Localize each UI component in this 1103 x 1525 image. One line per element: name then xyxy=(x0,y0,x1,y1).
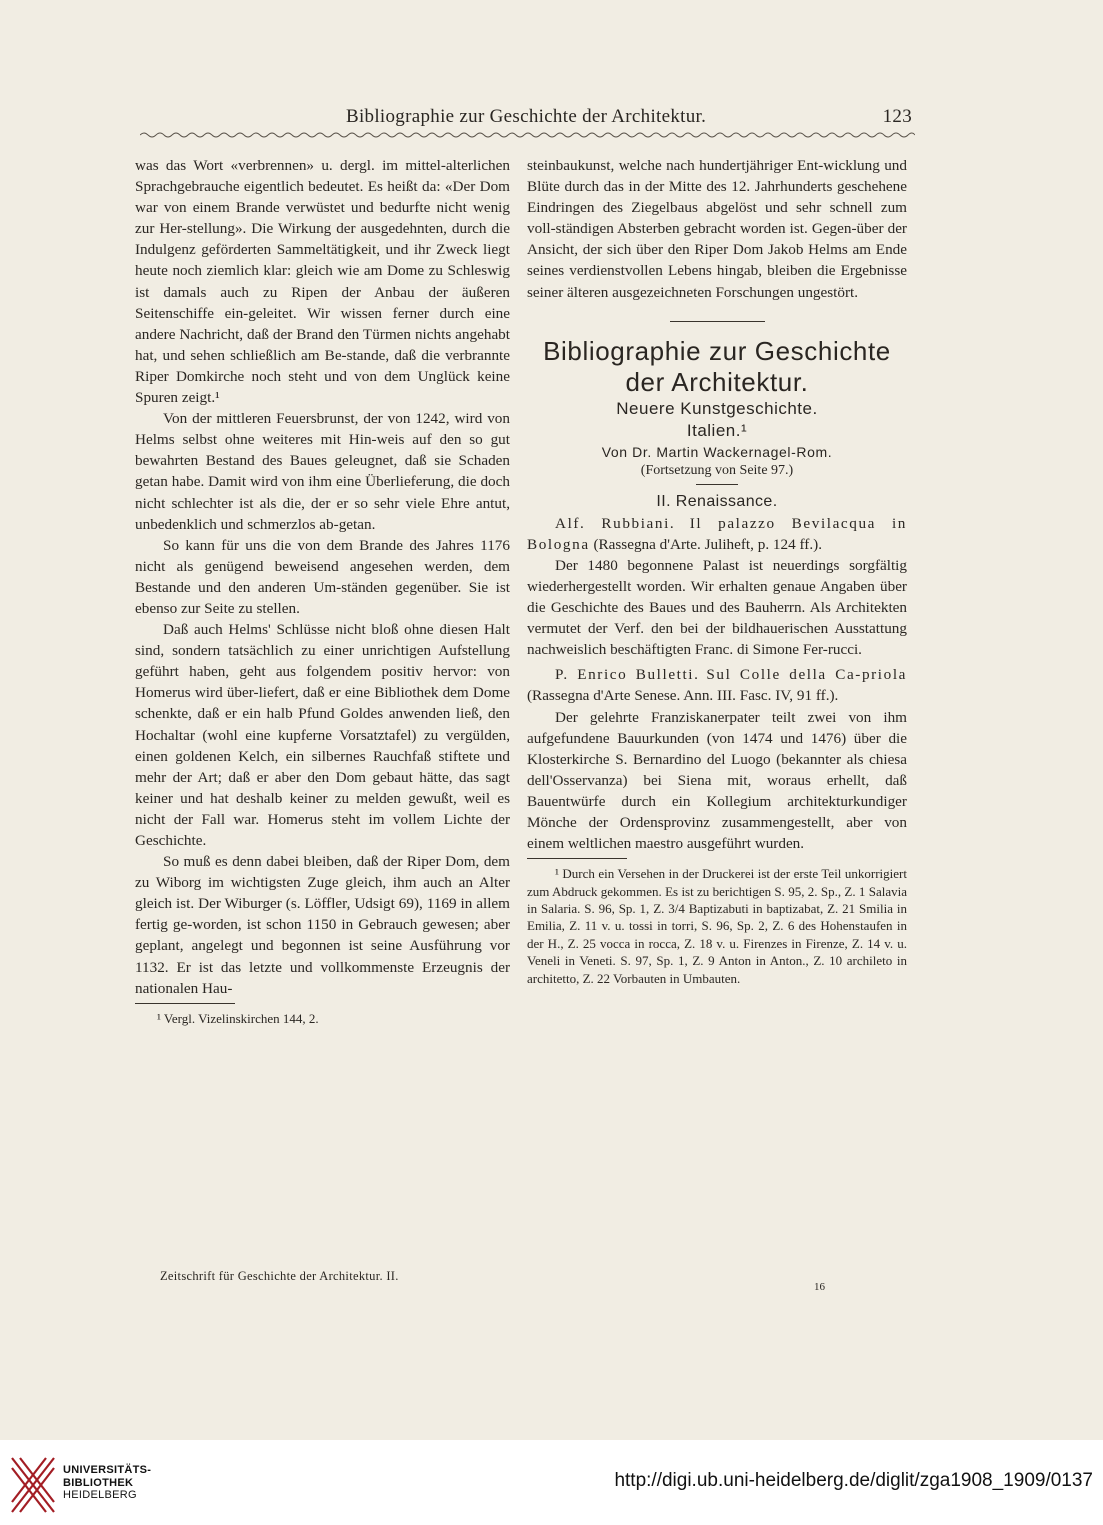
entry-2-author: P. Enrico Bulletti. xyxy=(555,666,700,684)
library-name-line-2: BIBLIOTHEK xyxy=(63,1476,134,1489)
entry-1-source: (Rassegna d'Arte. Juliheft, p. 124 ff.). xyxy=(593,535,823,553)
right-intro-paragraph: steinbaukunst, welche nach hundertjähriger Ent-wicklung und Blüte durch das in der Mitte des 12. Jahrhunderts geschehene Eindringen des Ziegelbaus abgelöst und sehr schnell zum voll-ständigen Absterben gebracht worden ist. Gegen-über der Ansicht, der sich über den Riper Dom Jakob Helms am Ende seines verdienstvollen Lebens hingab, bleiben die Ergebnisse seiner älteren ausgezeichneten Forschungen ungestört. xyxy=(527,157,907,301)
permalink-url[interactable]: http://digi.ub.uni-heidelberg.de/diglit/zga1908_1909/0137 xyxy=(614,1470,1093,1491)
library-name xyxy=(63,1464,151,1502)
left-footnote: ¹ Vergl. Vizelinskirchen 144, 2. xyxy=(157,1010,319,1026)
bibliography-title-line-1: Bibliographie zur Geschichte xyxy=(543,335,891,366)
sheet-signature: 16 xyxy=(814,1281,825,1293)
library-name-line-1: UNIVERSITÄTS- xyxy=(63,1464,152,1476)
entry-2-text: Der gelehrte Franziskanerpater teilt zwei von ihm aufgefundene Bauurkunden (von 1474 und 1476) über die Klosterkirche S. Bernardino del Luogo (bekannter als chiesa dell'Osservanza) bei Siena mit, woraus erhellt, daß Bauentwürfe durch ein Kollegium architekturkundiger Mönche der Ordensprovinz zusammengestellt, aber von einem weltlichen maestro ausgeführt wurden. xyxy=(527,708,907,853)
right-footnote: ¹ Durch ein Versehen in der Druckerei ist der erste Teil unkorrigiert zum Abdruck gekommen. Es ist zu berichtigen S. 95, 2. Sp., Z. 1 Salavia in Salaria. S. 96, Sp. 1, Z. 3/4 Baptizabuti in baptizabat, Z. 21 Smilia in Emilia, Z. 11 v. u. tossi in torri, S. 96, Sp. 2, Z. 6 des Hohenstaufen in der H., Z. 25 vocca in rocca, Z. 18 v. u. Firenzes in Firenze, Z. 14 v. u. Veneli in Veneti. S. 97, Sp. 1, Z. 9 Anton in Anton., Z. 10 archileto in architetto, Z. 22 Vorbauten in Umbauten. xyxy=(527,866,907,986)
section-heading: II. Renaissance. xyxy=(656,492,778,510)
page-number: 123 xyxy=(882,106,912,127)
library-footer xyxy=(0,1440,1103,1525)
entry-2-source: (Rassegna d'Arte Senese. Ann. III. Fasc. IV, 91 ff.). xyxy=(527,687,839,705)
entry-1-citation xyxy=(527,513,907,555)
bibliography-author: Von Dr. Martin Wackernagel-Rom. xyxy=(601,443,833,460)
left-column xyxy=(135,155,510,1027)
section-divider xyxy=(670,321,765,322)
left-paragraph-5: So muß es denn dabei bleiben, daß der Riper Dom, dem zu Wiborg im wichtigsten Zuge gleich, ihm auch an Alter gleich ist. Der Wiburger (s. Löffler, Udsigt 69), 1169 in allem fertig ge-worden, ist schon 1150 in Gebrauch gewesen; aber geplant, angelegt und begonnen ist seine Ausführung vor 1132. Er ist das letzte und vollkommenste Erzeugnis der nationalen Hau- xyxy=(135,853,510,997)
bibliography-title-line-2: der Architektur. xyxy=(625,366,809,397)
entry-1-author: Alf. Rubbiani. xyxy=(555,514,676,532)
entry-1-text: Der 1480 begonnene Palast ist neuerdings sorgfältig wiederhergestellt worden. Wir erhalten genaue Angaben über die Geschichte des Baues und des Bauherrn. Als Architekten vermutet der Verf. den bei der bildhauerischen Ausstattung nachweislich beschäftigten Franc. di Simone Fer-rucci. xyxy=(527,556,907,659)
left-paragraph-1: was das Wort «verbrennen» u. dergl. im mittel-alterlichen Sprachgebrauche eigentlich bedeutet. Es heißt da: «Der Dom war von einem Brande verwüstet und bedurfte nicht wenig zur Her-stellung». Die Wirkung der ausgedehnten, durch die Indulgenz geförderten Sammeltätigkeit, und ihr Zweck liegt heute noch ziemlich klar: gleich wie am Dome zu Schleswig ist damals auch zu Ripen der Anbau der äußeren Seitenschiffe ein-geleitet. Wir wissen ferner durch eine andere Nachricht, daß der Brand den Türmen nichts angehabt hat, und sehen schließlich am Be-stande, daß die verbrannte Riper Domkirche noch steht und von dem Unglück keine Spuren zeigt.¹ xyxy=(135,157,510,407)
university-library-logo-icon xyxy=(8,1454,58,1516)
left-paragraph-2: Von der mittleren Feuersbrunst, der von 1242, wird von Helms selbst ohne weiteres mit Hin-weis auf den so gut bewahrten Bestand des Baues geleugnet, daß sie Schaden getan habe. Damit wird von ihm eine Überlieferung, die doch nicht schlechter ist als die, der er so sehr viele Ehre antut, unbedenklich und schmerzlos ab-getan. xyxy=(135,410,510,533)
right-column xyxy=(527,155,907,987)
bibliography-subtitle: Neuere Kunstgeschichte. xyxy=(616,398,818,418)
right-footnote-rule xyxy=(527,858,627,859)
left-paragraph-4: Daß auch Helms' Schlüsse nicht bloß ohne diesen Halt sind, sondern tatsächlich zu einer unrichtigen Aufstellung geführt haben, geht aus folgendem positiv hervor: von Homerus wird über-liefert, daß er eine Bibliothek dem Dome schenkte, daß er ein halb Pfund Goldes anwenden ließ, den Hochaltar (wohl eine kupferne Vorsatztafel) zu vergülden, einen goldenen Kelch, ein silbernes Rauchfaß stiftete und mehr der Art; daß er aber den Dom gebaut hätte, das sagt keiner und hat deshalb keiner zu melden gewußt, weil es nicht der Fall war. Homerus steht im vollem Lichte der Geschichte. xyxy=(135,621,510,849)
running-header xyxy=(130,104,912,130)
continuation-note: (Fortsetzung von Seite 97.) xyxy=(640,462,794,478)
small-divider xyxy=(696,484,738,485)
running-title: Bibliographie zur Geschichte der Architektur. xyxy=(346,106,707,127)
left-paragraph-3: So kann für uns die von dem Brande des Jahres 1176 nicht als genügend beweisend angesehen werden, dem Bestande und den anderen Um-ständen gegenüber. Sie ist ebenso zur Seite zu stellen. xyxy=(135,536,510,617)
library-name-line-3: HEIDELBERG xyxy=(63,1489,137,1501)
entry-1-title: Il palazzo Bevilacqua in Bologna xyxy=(527,514,907,553)
entry-2-title: Sul Colle della Ca-priola xyxy=(706,666,907,684)
entry-2-citation xyxy=(527,664,907,706)
decorative-wavy-rule xyxy=(140,130,915,140)
journal-footer-line: Zeitschrift für Geschichte der Architektur. II. xyxy=(160,1269,399,1283)
left-footnote-rule xyxy=(135,1003,235,1004)
bibliography-country: Italien.¹ xyxy=(686,420,748,440)
